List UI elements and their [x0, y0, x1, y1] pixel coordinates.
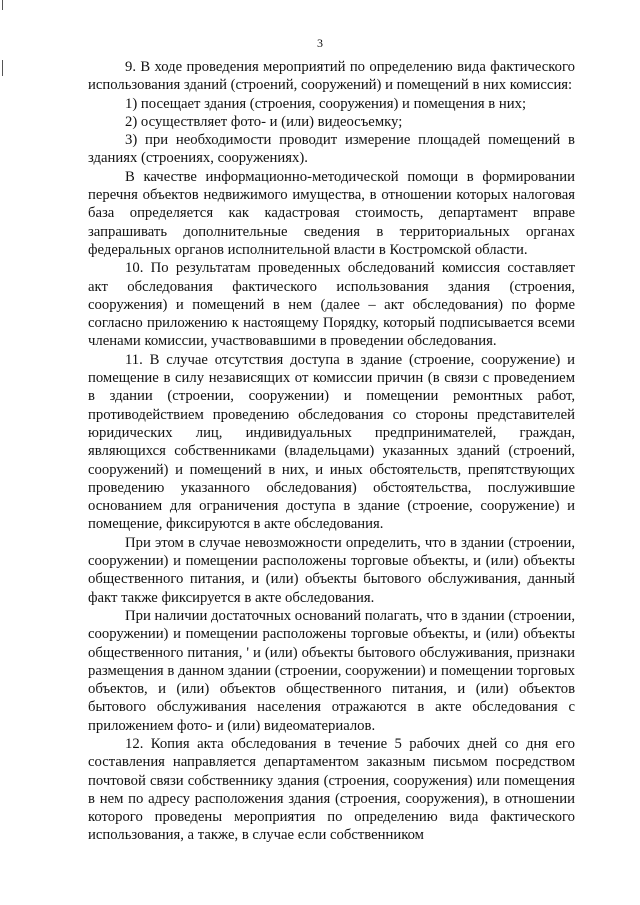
paragraph-9: 9. В ходе проведения мероприятий по определению вида фактического использования зданий (строений, сооружений) и помещений в них комиссия: [88, 59, 575, 94]
document-body [88, 58, 575, 845]
paragraph-10: 10. По результатам проведенных обследований комиссия составляет акт обследования фактического использования здания (строения, сооружения) и помещений в нем (далее – акт обследования) по форме согласно приложению к настоящему Порядку, который подписывается всеми членами комиссии, участвовавшими в проведении обследования. [88, 260, 575, 350]
paragraph-info-support: В качестве информационно-методической помощи в формировании перечня объектов недвижимого имущества, в отношении которых налоговая база определяется как кадастровая стоимость, департамент вправе запрашивать дополнительные сведения в территориальных органах федеральных органов исполнительной власти в Костромской области. [88, 168, 575, 258]
scan-edge-mark [2, 0, 3, 10]
paragraph-impossibility: При этом в случае невозможности определить, что в здании (строении, сооружении) и помещении расположены торговые объекты, и (или) объекты общественного питания, и (или) объекты бытового обслуживания, данный факт также фиксируется в акте обследования. [88, 534, 575, 606]
paragraph-12: 12. Копия акта обследования в течение 5 рабочих дней со дня его составления направляется департаментом заказным письмом посредством почтовой связи собственнику здания (строения, сооружения) или помещения в нем по адресу расположения здания (строения, сооружения), в отношении которого проведены мероприятия по определению вида фактического использования, а также, в случае если собственником [88, 735, 575, 844]
scan-edge-mark [2, 60, 3, 76]
page-number: 3 [317, 36, 323, 50]
list-item-3: 3) при необходимости проводит измерение площадей помещений в зданиях (строениях, сооружениях). [88, 132, 575, 167]
list-item-1: 1) посещает здания (строения, сооружения) и помещения в них; [125, 95, 527, 112]
paragraph-11: 11. В случае отсутствия доступа в здание (строение, сооружение) и помещение в силу независящих от комиссии причин (в связи с проведением в здании (строении, сооружении) и помещении ремонтных работ, противодействием проведению обследования со стороны представителей юридических лиц, индивидуальных предпринимателей, граждан, являющихся собственниками (владельцами) указанных зданий (строений, сооружений) и помещений в них, и иных обстоятельств, препятствующих проведению указанного обследования) обстоятельства, послужившие основанием для ограничения доступа в здание (строение, сооружение) и помещение, фиксируются в акте обследования. [88, 351, 575, 533]
list-item-2: 2) осуществляет фото- и (или) видеосъемку; [125, 113, 403, 130]
paragraph-grounds: При наличии достаточных оснований полагать, что в здании (строении, сооружении) и помещении расположены торговые объекты, и (или) объекты общественного питания, ' и (или) объекты бытового обслуживания, признаки размещения в данном здании (строении, сооружении) и помещении торговых объектов, и (или) объектов общественного питания, и (или) объектов бытового обслуживания населения отражаются в акте обследования с приложением фото- и (или) видеоматериалов. [88, 607, 575, 734]
